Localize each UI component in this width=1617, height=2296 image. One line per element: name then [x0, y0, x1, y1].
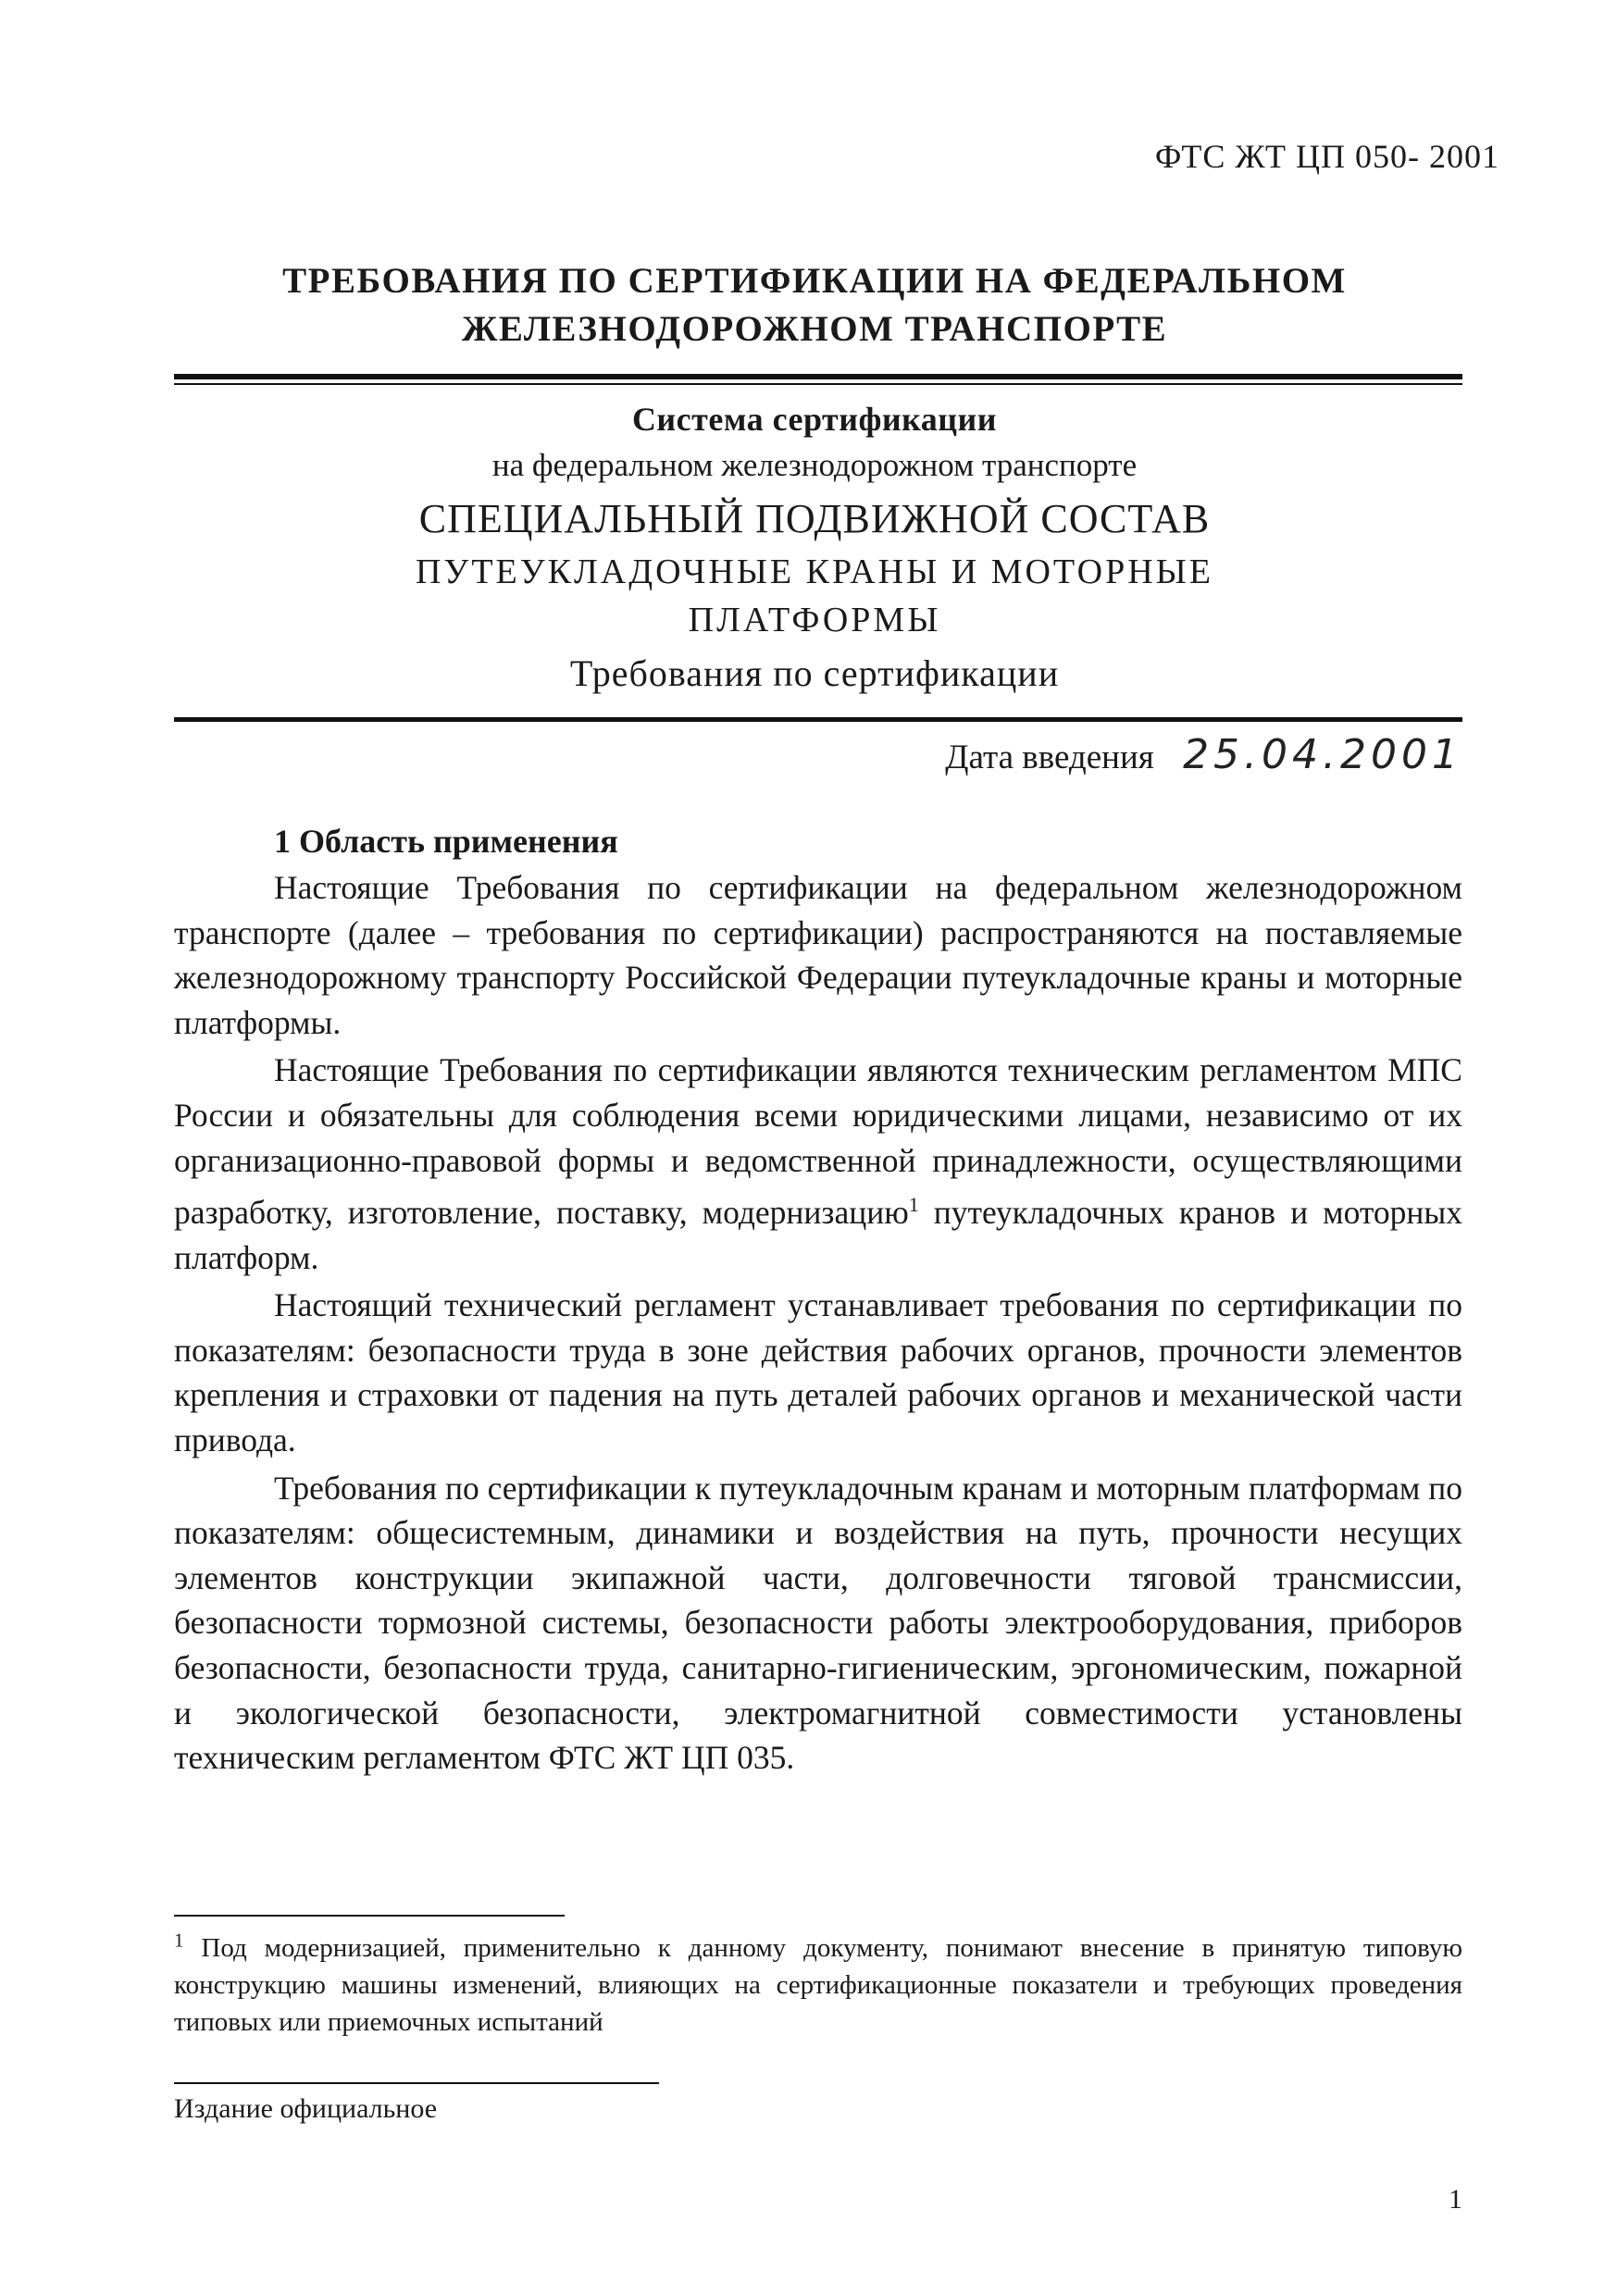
official-edition-note: Издание официальное	[174, 2093, 438, 2124]
edition-separator	[174, 2082, 659, 2084]
requirements-heading: Требования по сертификации	[569, 652, 1060, 694]
product-heading-line-1: ПУТЕУКЛАДОЧНЫЕ КРАНЫ И МОТОРНЫЕ	[415, 552, 1214, 591]
paragraph-3: Настоящий технический регламент устанавливает требования по сертификации по показателям: безопасности труда в зоне действия рабочих органов, прочности элементов крепления и страховки от падения на путь деталей рабочих органов и механической части привода.	[174, 1286, 1462, 1458]
title-line-2: ЖЕЛЕЗНОДОРОЖНОМ ТРАНСПОРТЕ	[461, 309, 1168, 349]
footnote-text: Под модернизацией, применительно к данному документу, понимают внесение в принятую типовую конструкцию машины изменений, влияющих на сертификационные показатели и требующих проведения типовых или приемочных испытаний	[174, 1933, 1462, 2037]
document-code: ФТС ЖТ ЦП 050- 2001	[1154, 138, 1499, 175]
bottom-thick-rule	[174, 717, 1462, 722]
footnote-marker: 1	[174, 1929, 184, 1952]
title-line-1: ТРЕБОВАНИЯ ПО СЕРТИФИКАЦИИ НА ФЕДЕРАЛЬНОМ	[282, 261, 1347, 301]
rolling-stock-heading: СПЕЦИАЛЬНЫЙ ПОДВИЖНОЙ СОСТАВ	[418, 496, 1211, 541]
page-number: 1	[1449, 2184, 1462, 2215]
top-thin-rule	[174, 383, 1462, 385]
footnote-reference: 1	[908, 1193, 919, 1217]
introduction-date	[907, 731, 1462, 778]
section-heading: 1 Область применения	[274, 823, 618, 860]
product-heading-line-2: ПЛАТФОРМЫ	[688, 601, 941, 639]
certification-system-label: Система сертификации	[631, 401, 998, 438]
date-handwritten-value: 25.04.2001	[1183, 731, 1462, 778]
document-title	[167, 257, 1462, 354]
footnote-separator	[174, 1915, 565, 1917]
date-label: Дата введения	[945, 738, 1154, 776]
footnote	[174, 1930, 1462, 2041]
paragraph-4: Требования по сертификации к путеукладочным кранам и моторным платформам по показателям: общесистемным, динамики и воздействия на путь, прочности несущих элементов конструкции экипажной части, долговечности тяговой трансмиссии, безопасности тормозной системы, безопасности работы электрооборудования, приборов безопасности, безопасности труда, санитарно-гигиеническим, эргономическим, пожарной и экологической безопасности, электромагнитной совместимости установлены техническим регламентом ФТС ЖТ ЦП 035.	[174, 1469, 1462, 1777]
section-body	[174, 865, 1462, 1781]
subtitle-block	[167, 396, 1462, 701]
certification-system-scope: на федеральном железнодорожном транспорте	[491, 447, 1138, 483]
paragraph-2-text-end: путеукладочных кранов и моторных платформ.	[174, 1193, 1463, 1276]
paragraph-2	[174, 1048, 1462, 1280]
paragraph-2-text: Настоящие Требования по сертификации являются техническим регламентом МПС России и обязательны для соблюдения всеми юридическими лицами, независимо от их организационно-правовой формы и ведомственной принадлежности, осуществляющими разработку, изготовление, поставку, модернизацию	[174, 1051, 1462, 1231]
top-thick-rule	[174, 374, 1462, 379]
paragraph-1: Настоящие Требования по сертификации на федеральном железнодорожном транспорте (далее – требования по сертификации) распространяются на поставляемые железнодорожному транспорту Российской Федерации путеукладочные краны и моторные платформы.	[174, 869, 1462, 1041]
